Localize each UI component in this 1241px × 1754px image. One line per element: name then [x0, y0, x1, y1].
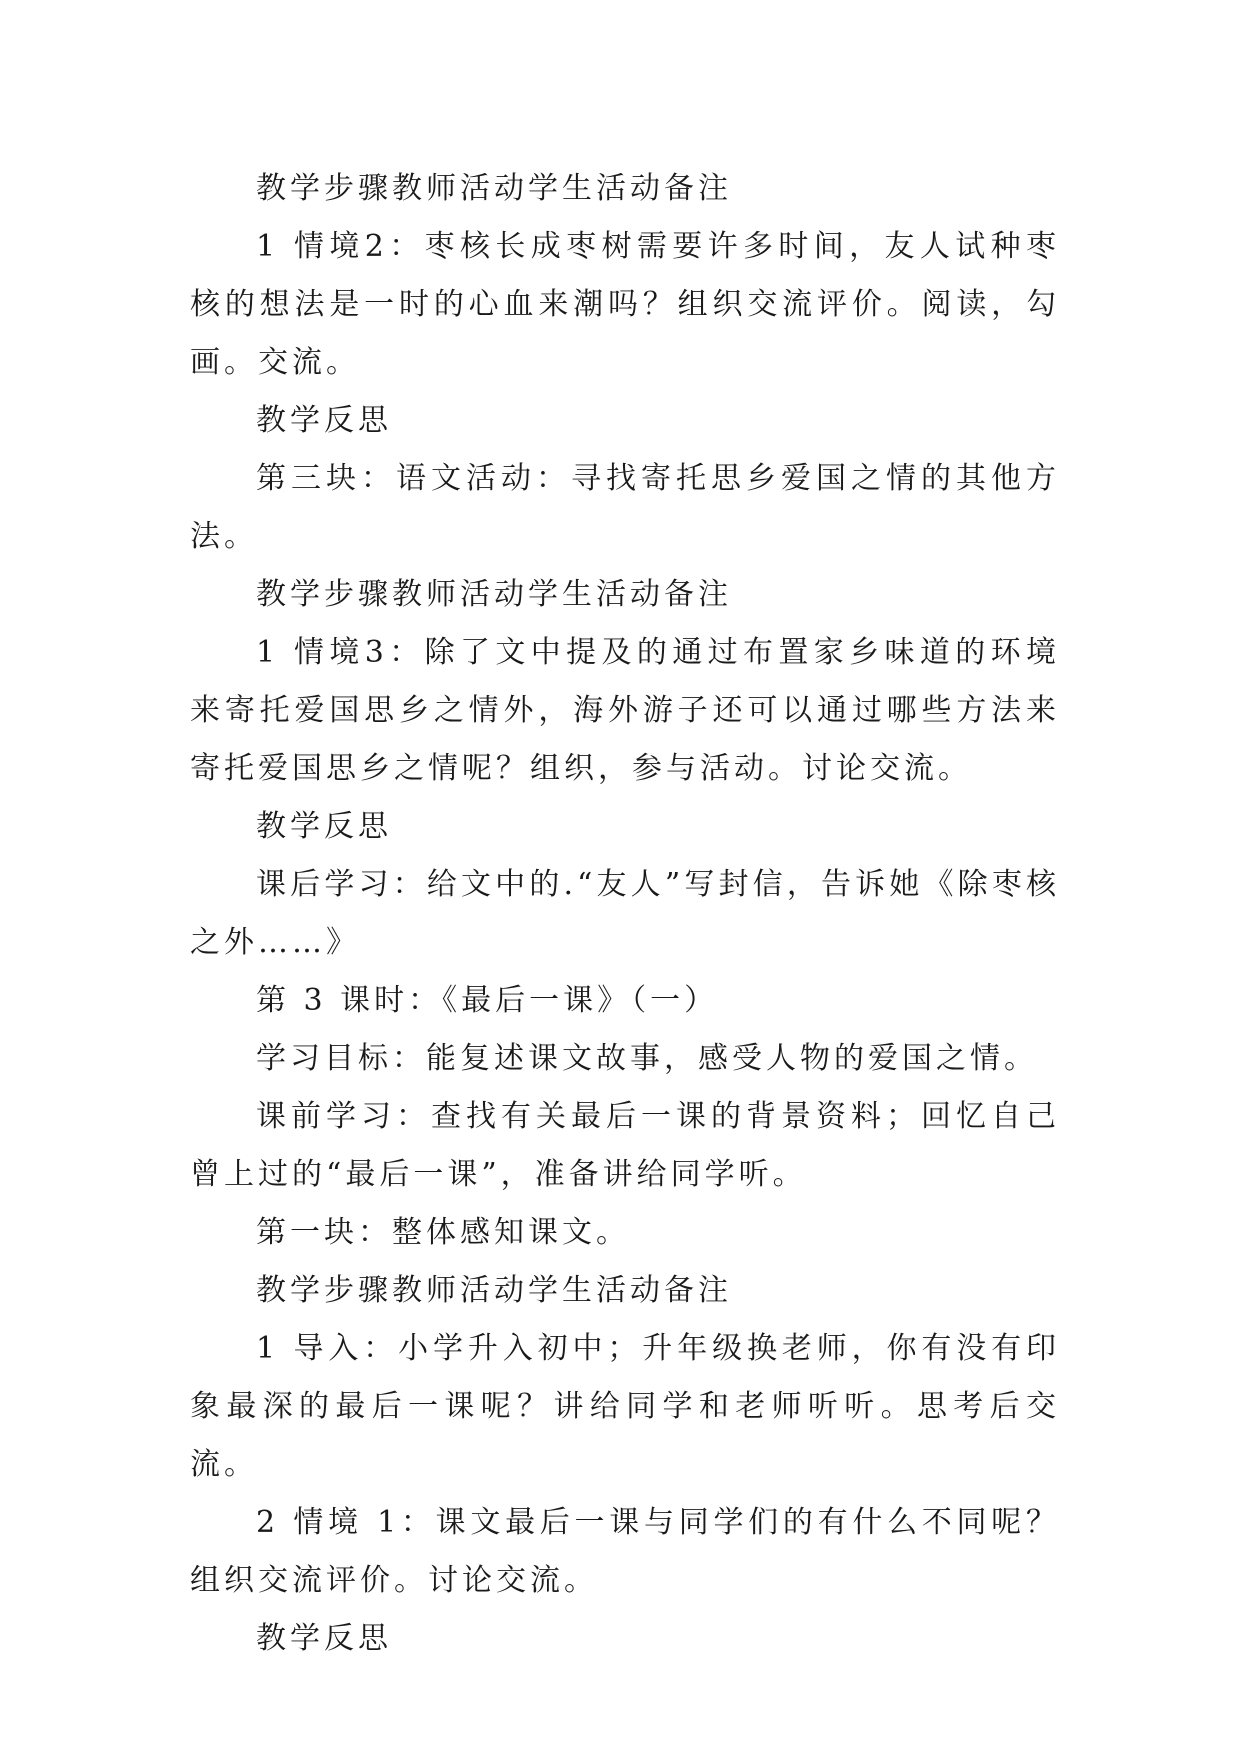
step-2-situation-1: 2 情境 1：课文最后一课与同学们的有什么不同呢？组织交流评价。讨论交流。: [190, 1505, 1060, 1598]
step-1-situation-3: 1 情境3：除了文中提及的通过布置家乡味道的环境来寄托爱国思乡之情外，海外游子还可以通过哪些方法来寄托爱国思乡之情呢？组织，参与活动。讨论交流。: [190, 635, 1060, 786]
table-header-row-3: 教学步骤教师活动学生活动备注: [256, 1273, 732, 1308]
section-3-heading: 第三块：语文活动：寻找寄托思乡爱国之情的其他方法。: [190, 461, 1060, 554]
table-header-row-1: 教学步骤教师活动学生活动备注: [256, 171, 732, 206]
table-header-row-2: 教学步骤教师活动学生活动备注: [256, 577, 732, 612]
step-1-introduction: 1 导入：小学升入初中；升年级换老师，你有没有印象最深的最后一课呢？讲给同学和老师听听。思考后交流。: [190, 1331, 1060, 1482]
step-1-situation-2: 1 情境2：枣核长成枣树需要许多时间，友人试种枣核的想法是一时的心血来潮吗？组织交流评价。阅读，勾画。交流。: [190, 229, 1060, 380]
learning-objective: 学习目标：能复述课文故事，感受人物的爱国之情。: [256, 1041, 1038, 1076]
section-1-heading: 第一块：整体感知课文。: [256, 1215, 630, 1250]
teaching-reflection-3: 教学反思: [256, 1621, 392, 1656]
document-body: [190, 160, 1060, 1668]
lesson-3-title: 第 3 课时：《最后一课》（一）: [256, 983, 719, 1018]
teaching-reflection-2: 教学反思: [256, 809, 392, 844]
after-class-study: 课后学习：给文中的.“友人”写封信，告诉她《除枣核之外……》: [190, 867, 1060, 960]
pre-class-study: 课前学习：查找有关最后一课的背景资料；回忆自己曾上过的“最后一课”，准备讲给同学听。: [190, 1099, 1060, 1192]
teaching-reflection-1: 教学反思: [256, 403, 392, 438]
